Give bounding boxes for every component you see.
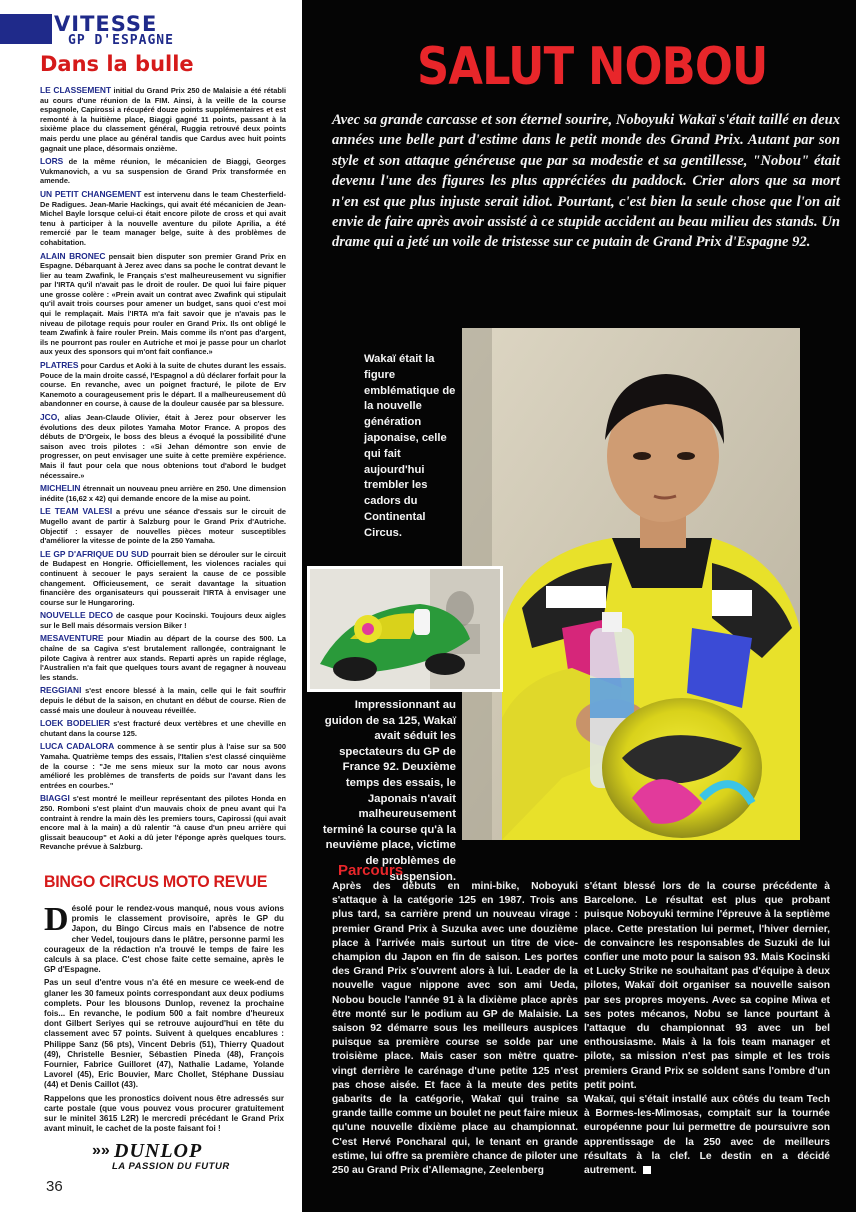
brief-text: s'est fracturé deux vertèbres et une cheville en chutant dans la course 125. (40, 719, 286, 738)
bingo-paragraph: Rappelons que les pronostics doivent nous être adressés sur carte postale (que vous pouvez vous procurer gratuitement sur le minitel 3615 L2R) le mercredi précédant le Grand Prix avant minuit, le cachet de la poste faisant foi ! (44, 1093, 284, 1134)
portrait-caption: Wakaï était la figure emblématique de la nouvelle génération japonaise, celle qui fait aujourd'hui trembler les cadors du Continental Circus. (364, 353, 456, 539)
briefs-column (40, 85, 287, 852)
brief-keyword: REGGIANI (40, 685, 82, 696)
article-intro: Avec sa grande carcasse et son éternel sourire, Noboyuki Wakaï s'était taillé en deux années une belle part d'estime dans le petit monde des Grand Prix. Autant par son style et son attaque généreuse que par sa modestie et sa gentillesse, "Nobou" était devenu l'une des figures les plus appréciées du paddock. Crier alors que sa mort n'en est que plus injuste serait idiot. Pourtant, c'est bien la seule chose que l'on ait envie de faire après avoir assisté à ce stupide accident au beau milieu des stands. Un drame qui a jeté un voile de tristesse sur ce putain de Grand Prix d'Espagne 92. (332, 112, 840, 251)
brief-item (40, 157, 286, 186)
parcours-column-1 (332, 880, 578, 1180)
brief-text: est intervenu dans le team Chesterfield-De Radigues. Jean-Marie Hackings, qui avait été mécanicien de Jean-Michel Bayle lorsque celui-ci était encore pilote de cross et qui avait tenu à participer à la nouvelle aventure du pilote Aprilia, a été remercié par le team manager belge, suite à des problèmes de cohabitation. (40, 189, 287, 247)
brief-keyword: LUCA CADALORA (40, 741, 115, 752)
brief-keyword: LORS (40, 156, 64, 167)
brief-keyword: ALAIN BRONEC (40, 250, 106, 261)
parcours-paragraph: Après des débuts en mini-bike, Noboyuki s'attaque à la catégorie 125 en 1987. Trois ans plus tard, sa carrière prend un nouveau virage : premier Grand Prix à Suzuka avec une douzième place à l'arrivée mais surtout un titre de vice-champion du Japon en fin de saison. Les portes des Grand Prix s'ouvrent alors à lui. Leader de la nouvelle vague nippone avec son ami Ueda, Nobou boucle l'année 91 à la dixième place après être monté sur le podium au GP de Malaisie. La saison 92 démarre sous les meilleurs auspices puisque sa première course se solde par une troisième place. Mais caser son mètre quatre-vingt derrière le carénage d'une petite 125 n'est pas chose aisée. Et face à la meute des petits gabarits de la catégorie, Wakaï qui traine sa grande taille comme un boulet ne peut faire mieux qu'une nouvelle dixième place au championnat. C'est Hervé Poncharal qui, le tenant en grande estime, lui offre sa première chance de piloter une 250 au Grand Prix d'Allemagne, Zeelenberg (332, 881, 578, 1177)
parcours-paragraph: s'étant blessé lors de la course précédente à Barcelone. Le résultat est plus que probant puisque Noboyuki termine l'épreuve à la septième place. Cette prestation lui permet, l'hiver dernier, de convaincre les responsables de Suzuki de lui confier une moto pour la saison 93. Mais Kocinski et Lucky Strike ne souhaitant pas d'équipe à deux pilotes, Wakaï doit organiser sa nouvelle saison par ses propres moyens. Avec sa copine Miwa et ses potes mécanos, Nobu se lance pourtant à l'attaque du championnat 93 avec un bel enthousiasme. Mais à la fois team manager et pilote, sa mission n'est pas simple et les trois premiers Grand Prix se soldent sans l'ombre d'un petit point. (584, 881, 830, 1091)
brief-item (40, 742, 286, 790)
bingo-title: BINGO CIRCUS MOTO REVUE (44, 872, 268, 891)
parcours-text: Wakaï, qui s'était installé aux côtés du team Tech à Bormes-les-Mimosas, comptait sur la tournée européenne pour lui permettre de poursuivre son apprentissage de la 250 avec de meilleurs résultats à la clef. Le destin en a décidé autrement. (584, 1094, 830, 1177)
brief-text: s'est montré le meilleur représentant des pilotes Honda en 250. Romboni s'est plaint d'un mauvais choix de pneu avant qui l'a contraint à rendre la main dès les premiers tours, Capirossi (qui avait encore mal à la main) a dû ralentir "à cause d'un pneu arrière qui glissait beaucoup" et Aoki a dû jeter l'éponge après quelques tours. Revanche prévue à Salzburg. (40, 794, 286, 852)
brief-item (40, 719, 286, 738)
brief-keyword: BIAGGI (40, 793, 70, 804)
brief-text: pour Cardus et Aoki à la suite de chutes durant les essais. Pouce de la main droite cassé, l'Espagnol a dû déclarer forfait pour la course. En revanche, avec un poignet fracturé, le pilote de Erv Kanemoto a courageusement pris le départ. Il a malheureusement dû abandonner en course, à cause de la douleur causée par sa blessure. (40, 361, 286, 409)
bingo-text: ésolé pour le rendez-vous manqué, nous vous avions promis le classement provisoire, après le GP du Japon, du Bingo Circus mais en l'absence de notre cher Vedel, toujours dans le plâtre, personne parmi les courageux de la rédaction n'a trouvé le temps de faire les calculs à sa place. C'est chose faite cette semaine, après le GP d'Espagne. (44, 904, 284, 975)
briefs-title: Dans la bulle (40, 52, 194, 76)
race-inset-photo (307, 566, 503, 692)
brief-item (40, 611, 286, 630)
parcours-column-2 (584, 880, 830, 1180)
brief-text: de casque pour Kocinski. Toujours deux aigles sur le Bell mais désormais version Biker ! (40, 611, 286, 630)
brief-keyword: MESAVENTURE (40, 633, 104, 644)
brief-item (40, 252, 286, 358)
rider-portrait-image (462, 328, 800, 840)
brief-keyword: UN PETIT CHANGEMENT (40, 188, 142, 199)
brief-keyword: LE TEAM VALESI (40, 506, 113, 517)
brief-item (40, 686, 286, 715)
sponsor-tagline: LA PASSION DU FUTUR (112, 1161, 230, 1172)
section-rubric (0, 12, 302, 48)
parcours-paragraph (584, 1093, 830, 1178)
bingo-article (44, 901, 284, 1134)
sponsor-logo (92, 1140, 262, 1174)
brief-item (40, 190, 286, 248)
feature-article (302, 0, 856, 1212)
brief-keyword: NOUVELLE DECO (40, 610, 113, 621)
brief-keyword: PLATRES (40, 360, 79, 371)
inset-caption: Impressionnant au guidon de sa 125, Wakaï avait séduit les spectateurs du GP de France 92. Deuxième temps des essais, le Japonais n'avait malheureusement terminé la course qu'à la neuvième place, victime de problèmes de suspension. (322, 699, 456, 883)
brief-keyword: LE GP D'AFRIQUE DU SUD (40, 548, 149, 559)
bingo-paragraph: Pas un seul d'entre vous n'a été en mesure ce week-end de glaner les 30 fameux points correspondant aux deux podiums complets. Pour les blousons Dunlop, revenez la prochaine fois... En revanche, le podium 500 a fait nombre d'heureux dont Gilbert Seriyes qui se retrouve aujourd'hui en tête du classement avec 57 points. Suivent à quelques encablures : Philippe Sanz (56 pts), Vincent Debris (51), Thierry Quadout (49), Christelle Besnier, Sébastien Pineda (48), François Fournier, Fabrice Guilloret (47), Nathalie Ladame, Yolande Lavorel (45), Eric Bouvier, Marc Chollet, Stéphane Dussiau (44) et Denis Caillot (43). (44, 978, 284, 1090)
brief-keyword: MICHELIN (40, 483, 81, 494)
brief-text: commence à se sentir plus à l'aise sur sa 500 Yamaha. Quatrième temps des essais, l'Italien s'est classé cinquième de la course : "Je me sens mieux sur la moto car nous avons amélioré les problèmes de transferts de poids sur l'avant dans les entrées en courbes." (40, 742, 287, 790)
dunlop-arrow-icon: »» (92, 1142, 110, 1159)
brief-text: étrennait un nouveau pneu arrière en 250. Une dimension inédite (16,62 x 42) qui demande encore de la mise au point. (40, 484, 286, 503)
brief-keyword: LE CLASSEMENT (40, 85, 112, 95)
brief-keyword: JCO, (40, 412, 60, 422)
rubric-subsection: GP D'ESPAGNE (68, 33, 174, 48)
brief-text: alias Jean-Claude Olivier, était à Jerez pour observer les évolutions des deux pilotes Yamaha Motor France. A propos des débuts de D'Orgeix, le boss des bleus a évoqué la possibilité d'une saison avec trois pilotes : «Si Jehan démontre son envie de progresser, on peut envisager une suite à cette première expérience. Mais il faut pour cela que nous obtenions tout d'abord le budget nécessaire.» (40, 413, 286, 480)
brief-text: a prévu une séance d'essais sur le circuit de Mugello avant de partir à Salzburg pour le Grand Prix d'Autriche. Objectif : essayer de nouvelles pièces moteur susceptibles d'améliorer la vitesse de pointe de la 250 Yamaha. (40, 507, 286, 546)
bingo-paragraph (44, 901, 284, 975)
brief-text: pour Miadin au départ de la course des 500. La chaîne de sa Cagiva s'est brutalement rallongée, contraignant le pilote Cagiva à rentrer aux stands. Reparti après un rapide réglage, l'Australien n'a fait que quelques tours avant de regagner à nouveau les stands. (40, 634, 286, 682)
rubric-section: VITESSE (54, 12, 158, 36)
brief-item (40, 413, 286, 480)
rubric-color-block (0, 14, 52, 44)
page-number: 36 (46, 1178, 63, 1195)
brief-text: pensait bien disputer son premier Grand Prix en Espagne. Débarquant à Jerez avec dans sa poche le contrat devant le lier au team Zwafink, le Français s'est malheureusement vu signifier par l'IRTA qu'il n'avait pas le droit de rouler. De quoi lui faire piquer une grosse colère : «Prein avait un contrat avec Zwafink qui stipulait qu'il avait trois courses pour amener un budget, sans quoi c'est moi qui le remplaçait. Mais l'IRTA m'a fait savoir que je n'avais pas le niveau de pilotage requis pour rouler en Grand Prix. Ils ont obligé le team Zwafink à faire rouler Prein. Mais comme ils n'ont pas d'argent, ils ne pourront pas rouler en Autriche et moi je passe pour un charlot aux yeux des sponsors qui m'ont fait confiance.» (40, 251, 286, 357)
brief-keyword: LOEK BODELIER (40, 718, 111, 729)
brief-item (40, 634, 286, 682)
brief-item (40, 484, 286, 503)
sponsor-name: DUNLOP (114, 1140, 203, 1162)
brief-item (40, 550, 286, 608)
left-column (0, 0, 302, 1212)
article-headline: SALUT NOBOU (417, 37, 768, 97)
brief-text: pourrait bien se dérouler sur le circuit de Budapest en Hongrie. Officiellement, les violences raciales qui continuent à secouer le pays seraient la cause de ce possible changement. Officieusement, ce serait davantage la situation financière des organisateurs qui pousserait l'IRTA à envisager une course sur le Hungaroring. (40, 549, 286, 607)
brief-text: initial du Grand Prix 250 de Malaisie a été rétabli au cours d'une réunion de la FIM. Ainsi, à la veille de la course espagnole, Capirossi a récupéré douze points supplémentaires et est remonté à la huitième place, Biaggi gagné 11 points, passant à la sixième place du classement général, Ruggia retrouvé deux points mais perdu une place au général tandis que Cardus avec huit points gagnait une place, désormais onzième. (40, 86, 286, 153)
brief-item (40, 361, 286, 409)
race-bike-image (310, 569, 500, 689)
end-mark-icon (643, 1166, 651, 1174)
rider-portrait-photo (462, 328, 800, 840)
drop-cap: D (44, 901, 69, 938)
brief-item (40, 86, 286, 153)
brief-text: s'est encore blessé à la main, celle qui le fait souffrir depuis le début de la saison, en chutant en début de course. Rien de cassé mais une douleur à nouveau réveillée. (40, 686, 286, 715)
brief-item (40, 794, 286, 852)
brief-item (40, 507, 286, 545)
brief-text: de la même réunion, le mécanicien de Biaggi, Georges Vukmanovich, a vu sa suspension de Grand Prix transformée en amende. (40, 157, 286, 186)
parcours-title: Parcours (338, 862, 404, 879)
